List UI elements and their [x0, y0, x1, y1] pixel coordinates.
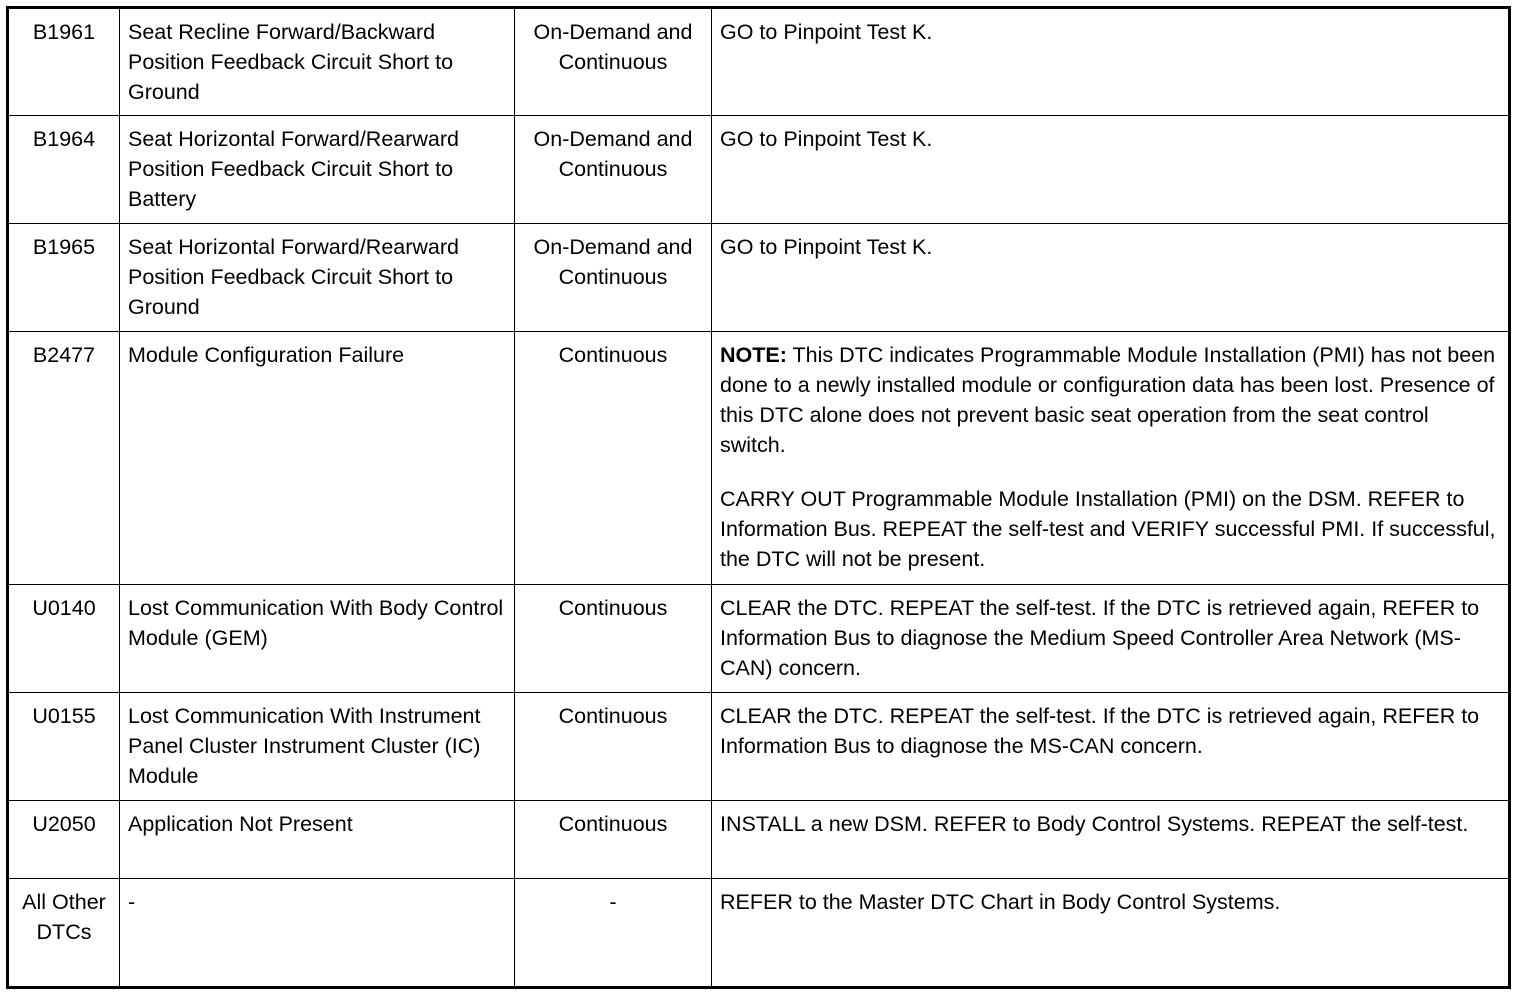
- note-paragraph: [720, 340, 1500, 460]
- dtc-condition: On-Demand and Continuous: [515, 116, 712, 224]
- dtc-code: U0140: [8, 585, 120, 693]
- dtc-condition: Continuous: [515, 585, 712, 693]
- dtc-description: -: [120, 879, 515, 988]
- dtc-action: REFER to the Master DTC Chart in Body Control Systems.: [712, 879, 1510, 988]
- dtc-code: B1965: [8, 224, 120, 332]
- table-row: [8, 8, 1510, 116]
- table-row: [8, 224, 1510, 332]
- dtc-action-cell: [712, 332, 1510, 585]
- dtc-action: CLEAR the DTC. REPEAT the self-test. If the DTC is retrieved again, REFER to Information Bus to diagnose the MS-CAN concern.: [712, 693, 1510, 801]
- dtc-action: GO to Pinpoint Test K.: [712, 116, 1510, 224]
- dtc-action: GO to Pinpoint Test K.: [712, 224, 1510, 332]
- dtc-code: All Other DTCs: [8, 879, 120, 988]
- dtc-description: Seat Horizontal Forward/Rearward Position Feedback Circuit Short to Ground: [120, 224, 515, 332]
- dtc-code: U0155: [8, 693, 120, 801]
- dtc-description: Application Not Present: [120, 801, 515, 879]
- dtc-action: CLEAR the DTC. REPEAT the self-test. If the DTC is retrieved again, REFER to Information Bus to diagnose the Medium Speed Controller Area Network (MS-CAN) concern.: [712, 585, 1510, 693]
- dtc-condition: On-Demand and Continuous: [515, 8, 712, 116]
- dtc-code: B2477: [8, 332, 120, 585]
- dtc-description: Module Configuration Failure: [120, 332, 515, 585]
- dtc-table: [6, 6, 1511, 989]
- dtc-condition: On-Demand and Continuous: [515, 224, 712, 332]
- dtc-description: Lost Communication With Instrument Panel Cluster Instrument Cluster (IC) Module: [120, 693, 515, 801]
- dtc-description: Seat Horizontal Forward/Rearward Position Feedback Circuit Short to Battery: [120, 116, 515, 224]
- table-row: [8, 332, 1510, 585]
- dtc-condition: Continuous: [515, 693, 712, 801]
- dtc-action: CARRY OUT Programmable Module Installation (PMI) on the DSM. REFER to Information Bus. REPEAT the self-test and VERIFY successful PMI. If successful, the DTC will not be present.: [720, 487, 1496, 571]
- table-row: [8, 801, 1510, 879]
- dtc-condition: -: [515, 879, 712, 988]
- table-row: [8, 116, 1510, 224]
- note-label: NOTE:: [720, 343, 787, 367]
- table-row: [8, 693, 1510, 801]
- table-row: [8, 879, 1510, 988]
- dtc-description: Lost Communication With Body Control Module (GEM): [120, 585, 515, 693]
- dtc-condition: Continuous: [515, 332, 712, 585]
- dtc-description: Seat Recline Forward/Backward Position Feedback Circuit Short to Ground: [120, 8, 515, 116]
- dtc-code: B1964: [8, 116, 120, 224]
- dtc-code: U2050: [8, 801, 120, 879]
- dtc-code: B1961: [8, 8, 120, 116]
- dtc-action: GO to Pinpoint Test K.: [712, 8, 1510, 116]
- note-text: This DTC indicates Programmable Module Installation (PMI) has not been done to a newly installed module or configuration data has been lost. Presence of this DTC alone does not prevent basic seat operation from the seat control switch.: [720, 343, 1496, 457]
- dtc-condition: Continuous: [515, 801, 712, 879]
- dtc-action: INSTALL a new DSM. REFER to Body Control Systems. REPEAT the self-test.: [712, 801, 1510, 879]
- table-row: [8, 585, 1510, 693]
